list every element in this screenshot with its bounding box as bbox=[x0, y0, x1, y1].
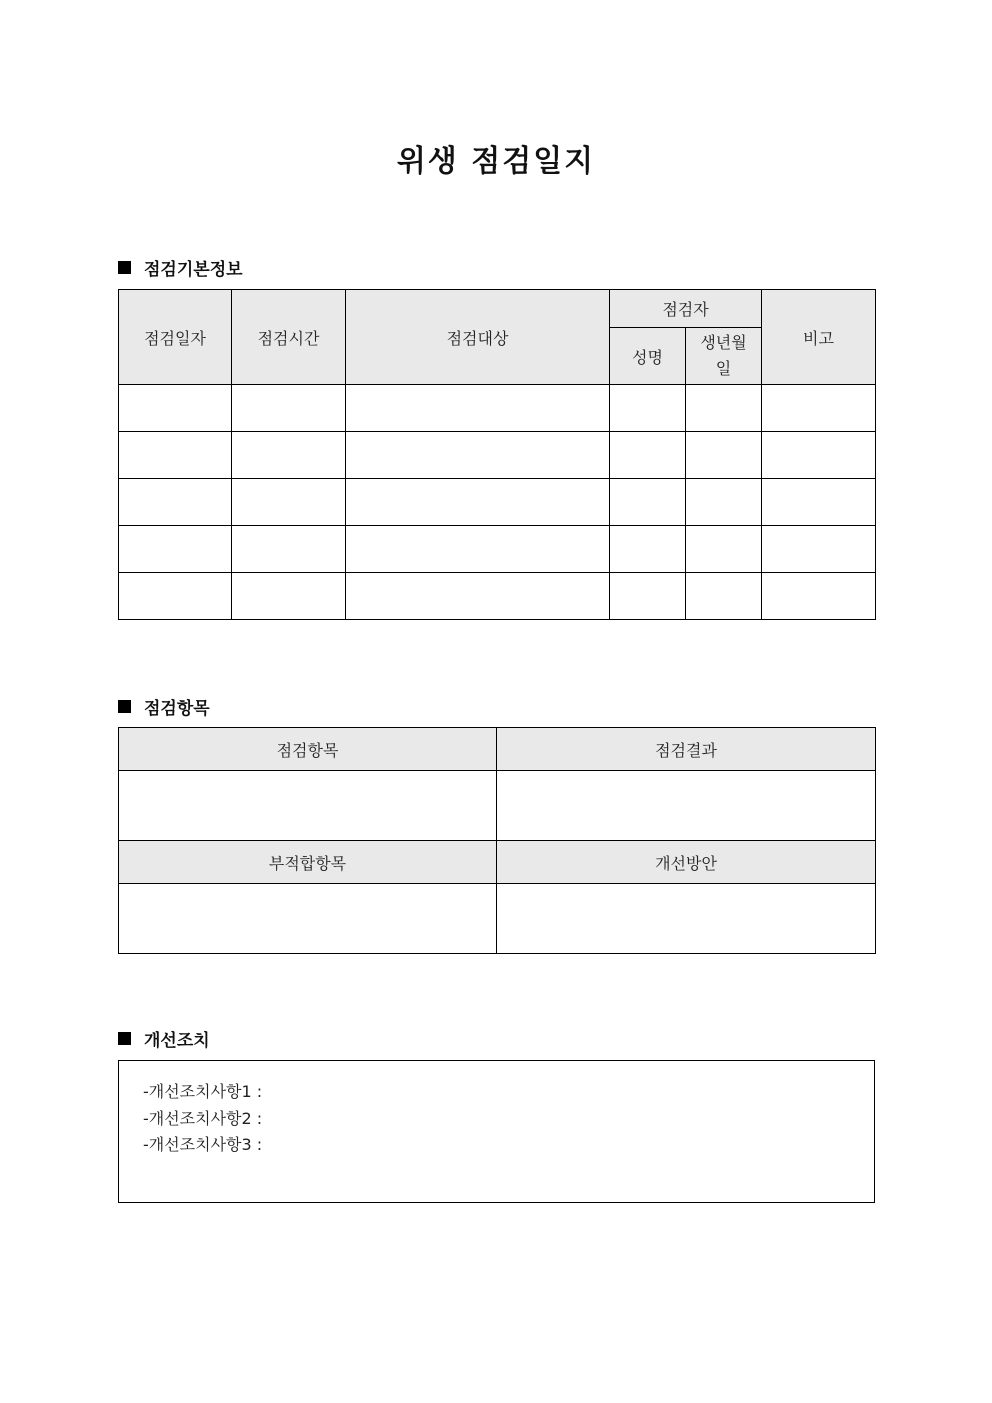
action-line-3: -개선조치사항3 : bbox=[143, 1135, 263, 1154]
inspection-items-table bbox=[118, 727, 876, 954]
table-row bbox=[119, 385, 876, 432]
header-nonconform: 부적합항목 bbox=[119, 841, 497, 884]
header-note: 비고 bbox=[762, 290, 876, 385]
section-heading-label: 개선조치 bbox=[144, 1031, 210, 1051]
header-time: 점검시간 bbox=[232, 290, 346, 385]
table-row bbox=[119, 573, 876, 620]
cell-birth[interactable] bbox=[686, 479, 762, 526]
cell-date[interactable] bbox=[119, 573, 232, 620]
cell-name[interactable] bbox=[610, 432, 686, 479]
cell-target[interactable] bbox=[346, 432, 610, 479]
cell-birth[interactable] bbox=[686, 385, 762, 432]
section-heading-label: 점검기본정보 bbox=[144, 260, 243, 280]
section-heading-items bbox=[118, 694, 210, 719]
cell-birth[interactable] bbox=[686, 432, 762, 479]
cell-birth[interactable] bbox=[686, 526, 762, 573]
cell-name[interactable] bbox=[610, 385, 686, 432]
cell-birth[interactable] bbox=[686, 573, 762, 620]
cell-item[interactable] bbox=[119, 771, 497, 841]
square-bullet-icon bbox=[118, 261, 131, 274]
cell-target[interactable] bbox=[346, 385, 610, 432]
square-bullet-icon bbox=[118, 1032, 131, 1045]
table-row bbox=[119, 526, 876, 573]
section-heading-basic-info bbox=[118, 255, 243, 280]
cell-name[interactable] bbox=[610, 526, 686, 573]
section-heading-label: 점검항목 bbox=[144, 699, 210, 719]
table-row bbox=[119, 432, 876, 479]
cell-name[interactable] bbox=[610, 479, 686, 526]
cell-time[interactable] bbox=[232, 385, 346, 432]
action-line-1: -개선조치사항1 : bbox=[143, 1082, 263, 1101]
header-item: 점검항목 bbox=[119, 728, 497, 771]
header-inspector: 점검자 bbox=[610, 290, 762, 328]
table-row bbox=[119, 479, 876, 526]
cell-note[interactable] bbox=[762, 432, 876, 479]
cell-note[interactable] bbox=[762, 385, 876, 432]
header-improvement: 개선방안 bbox=[497, 841, 876, 884]
cell-result[interactable] bbox=[497, 771, 876, 841]
cell-time[interactable] bbox=[232, 526, 346, 573]
action-line-2: -개선조치사항2 : bbox=[143, 1108, 263, 1128]
cell-note[interactable] bbox=[762, 526, 876, 573]
header-date: 점검일자 bbox=[119, 290, 232, 385]
header-name: 성명 bbox=[610, 328, 686, 385]
document-title: 위생 점검일지 bbox=[396, 144, 596, 179]
header-target: 점검대상 bbox=[346, 290, 610, 385]
square-bullet-icon bbox=[118, 700, 131, 713]
improvement-actions-box[interactable] bbox=[118, 1060, 875, 1203]
cell-target[interactable] bbox=[346, 479, 610, 526]
header-result: 점검결과 bbox=[497, 728, 876, 771]
cell-target[interactable] bbox=[346, 573, 610, 620]
cell-note[interactable] bbox=[762, 479, 876, 526]
cell-note[interactable] bbox=[762, 573, 876, 620]
header-birth: 생년월일 bbox=[686, 328, 762, 385]
cell-name[interactable] bbox=[610, 573, 686, 620]
basic-info-table bbox=[118, 289, 876, 620]
cell-date[interactable] bbox=[119, 526, 232, 573]
cell-improvement[interactable] bbox=[497, 884, 876, 954]
cell-date[interactable] bbox=[119, 385, 232, 432]
cell-nonconform[interactable] bbox=[119, 884, 497, 954]
cell-time[interactable] bbox=[232, 432, 346, 479]
cell-time[interactable] bbox=[232, 479, 346, 526]
cell-date[interactable] bbox=[119, 432, 232, 479]
section-heading-actions bbox=[118, 1026, 210, 1051]
cell-target[interactable] bbox=[346, 526, 610, 573]
cell-time[interactable] bbox=[232, 573, 346, 620]
cell-date[interactable] bbox=[119, 479, 232, 526]
